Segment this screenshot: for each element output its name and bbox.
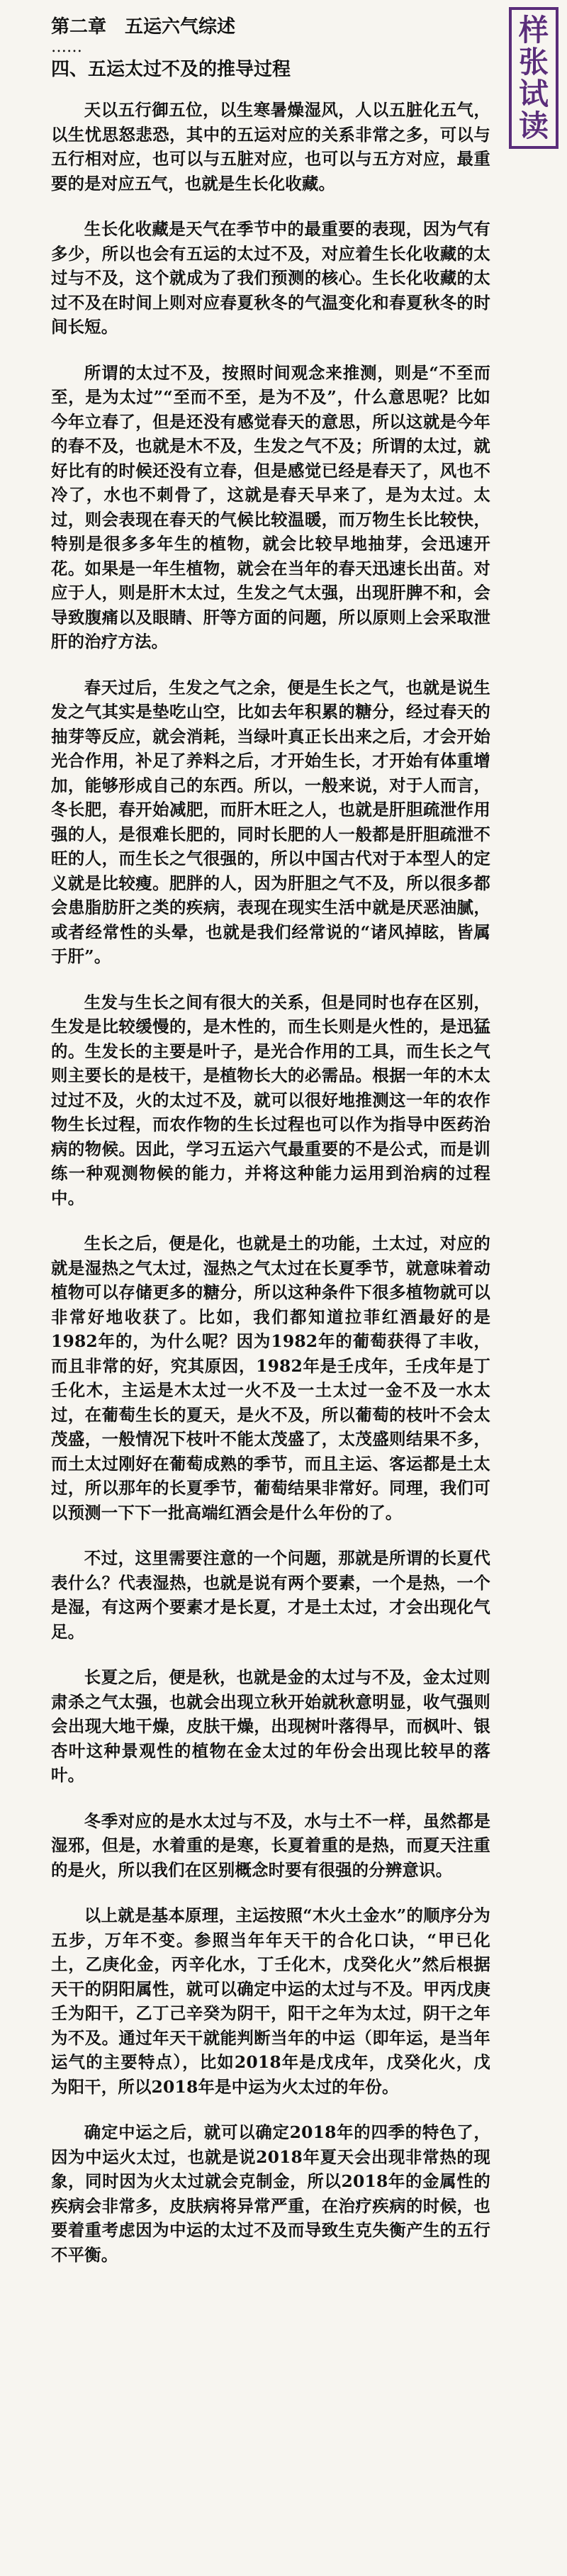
paragraph: 所谓的太过不及，按照时间观念来推测，则是“不至而至，是为太过”“至而不至，是为不及”，什么意思呢？比如今年立春了，但是还没有感觉春天的意思，所以这就是今年的春不及，也就是木不及，生发之气不及；所谓的太过，就好比有的时候还没有立春，但是感觉已经是春天了，风也不冷了，水也不刺骨了，这就是春天早来了，是为太过。太过，则会表现在春天的气候比较温暖，而万物生长比较快，特别是很多多年生的植物，就会比较早地抽芽，会迅速开花。如果是一年生植物，就会在当年的春天迅速长出苗。对应于人，则是肝木太过，生发之气太强，出现肝脾不和，会导致腹痛以及眼睛、肝等方面的问题，所以原则上会采取泄肝的治疗方法。 (51, 362, 490, 651)
sample-reading-stamp (509, 7, 558, 149)
paragraph: 天以五行御五位，以生寒暑燥湿风，人以五脏化五气，以生忧思怒悲恐，其中的五运对应的关系非常之多，可以与五行相对应，也可以与五脏对应，也可以与五方对应，最重要的是对应五气，也就是生长化收藏。 (51, 100, 490, 194)
chapter-title: 第二章 五运六气综述 (51, 16, 236, 38)
stamp-char: 试 (518, 76, 549, 111)
page-content (51, 14, 490, 2288)
paragraph: 春天过后，生发之气之余，便是生长之气，也就是说生发之气其实是垫吃山空，比如去年积累的糖分，经过春天的抽芽等反应，就会消耗，当绿叶真正长出来之后，才会开始光合作用，补足了养料之后，才开始生长，才开始有体重增加，能够形成自己的东西。所以，一般来说，对于人而言，冬长肥，春开始减肥，而肝木旺之人，也就是肝胆疏泄作用强的人，是很难长肥的，同时长肥的人一般都是肝胆疏泄不旺的人，而生长之气很强的，所以中国古代对于本型人的定义就是比较瘦。肥胖的人，因为肝胆之气不及，所以很多都会患脂肪肝之类的疾病，表现在现实生活中就是厌恶油腻，或者经常性的头晕，也就是我们经常说的“诸风掉眩，皆属于肝”。 (51, 677, 490, 966)
paragraph: 生长化收藏是天气在季节中的最重要的表现，因为气有多少，所以也会有五运的太过不及，对应着生长化收藏的太过与不及，这个就成为了我们预测的核心。生长化收藏的太过不及在时间上则对应春夏秋冬的气温变化和春夏秋冬的时间长短。 (51, 219, 490, 337)
paragraph: 确定中运之后，就可以确定2018年的四季的特色了，因为中运火太过，也就是说2018年夏天会出现非常热的现象，同时因为火太过就会克制金，所以2018年的金属性的疾病会非常多，皮肤病将异常严重，在治疗疾病的时候，也要着重考虑因为中运的太过不及而导致生克失衡产生的五行不平衡。 (51, 2122, 490, 2265)
section-title: 四、五运太过不及的推导过程 (51, 59, 291, 80)
stamp-char: 读 (518, 108, 549, 143)
stamp-char: 样 (518, 12, 549, 47)
paragraph: 冬季对应的是水太过与不及，水与土不一样，虽然都是湿邪，但是，水着重的是寒，长夏着重的是热，而夏天注重的是火，所以我们在区别概念时要有很强的分辨意识。 (51, 1810, 490, 1880)
paragraph: 生长之后，便是化，也就是土的功能，土太过，对应的就是湿热之气太过，湿热之气太过在长夏季节，就意味着动植物可以存储更多的糖分，所以这种条件下很多植物就可以非常好地收获了。比如，我们都知道拉菲红酒最好的是1982年的，为什么呢？因为1982年的葡萄获得了丰收，而且非常的好，究其原因，1982年是壬戌年，壬戌年是丁壬化木，主运是木太过一火不及一土太过一金不及一水太过，在葡萄生长的夏天，是火不及，所以葡萄的枝叶不会太茂盛，一般情况下枝叶不能太茂盛了，太茂盛则结果不多，而土太过刚好在葡萄成熟的季节，而且主运、客运都是土太过，所以那年的长夏季节，葡萄结果非常好。同理，我们可以预测一下下一批高端红酒会是什么年份的了。 (51, 1233, 490, 1523)
stamp-char: 张 (518, 44, 549, 79)
paragraph: 生发与生长之间有很大的关系，但是同时也存在区别，生发是比较缓慢的，是木性的，而生长则是火性的，是迅猛的。生发长的主要是叶子，是光合作用的工具，而生长之气则主要长的是枝干，是植物长大的必需品。根据一年的木太过过不及，火的太过不及，就可以很好地推测这一年的农作物生长过程，而农作物的生长过程也可以作为指导中医药治病的物候。因此，学习五运六气最重要的不是公式，而是训练一种观测物候的能力，并将这种能力运用到治病的过程中。 (51, 992, 490, 1208)
paragraph: 不过，这里需要注意的一个问题，那就是所谓的长夏代表什么？代表湿热，也就是说有两个要素，一个是热，一个是湿，有这两个要素才是长夏，才是土太过，才会出现化气足。 (51, 1548, 490, 1642)
omission-ellipsis: …… (51, 38, 82, 56)
paragraph: 长夏之后，便是秋，也就是金的太过与不及，金太过则肃杀之气太强，也就会出现立秋开始就秋意明显，收气强则会出现大地干燥，皮肤干燥，出现树叶落得早，而枫叶、银杏叶这种景观性的植物在金太过的年份会出现比较早的落叶。 (51, 1667, 490, 1785)
paragraph: 以上就是基本原理，主运按照“木火土金水”的顺序分为五步，万年不变。参照当年年天干的合化口诀，“甲已化土，乙庚化金，丙辛化水，丁壬化木，戊癸化火”然后根据天干的阴阳属性，就可以确定中运的太过与不及。甲丙戊庚壬为阳干，乙丁己辛癸为阴干，阳干之年为太过，阴干之年为不及。通过年天干就能判断当年的中运（即年运，是当年运气的主要特点），比如2018年是戊戌年，戊癸化火，戊为阳干，所以2018年是中运为火太过的年份。 (51, 1905, 490, 2097)
